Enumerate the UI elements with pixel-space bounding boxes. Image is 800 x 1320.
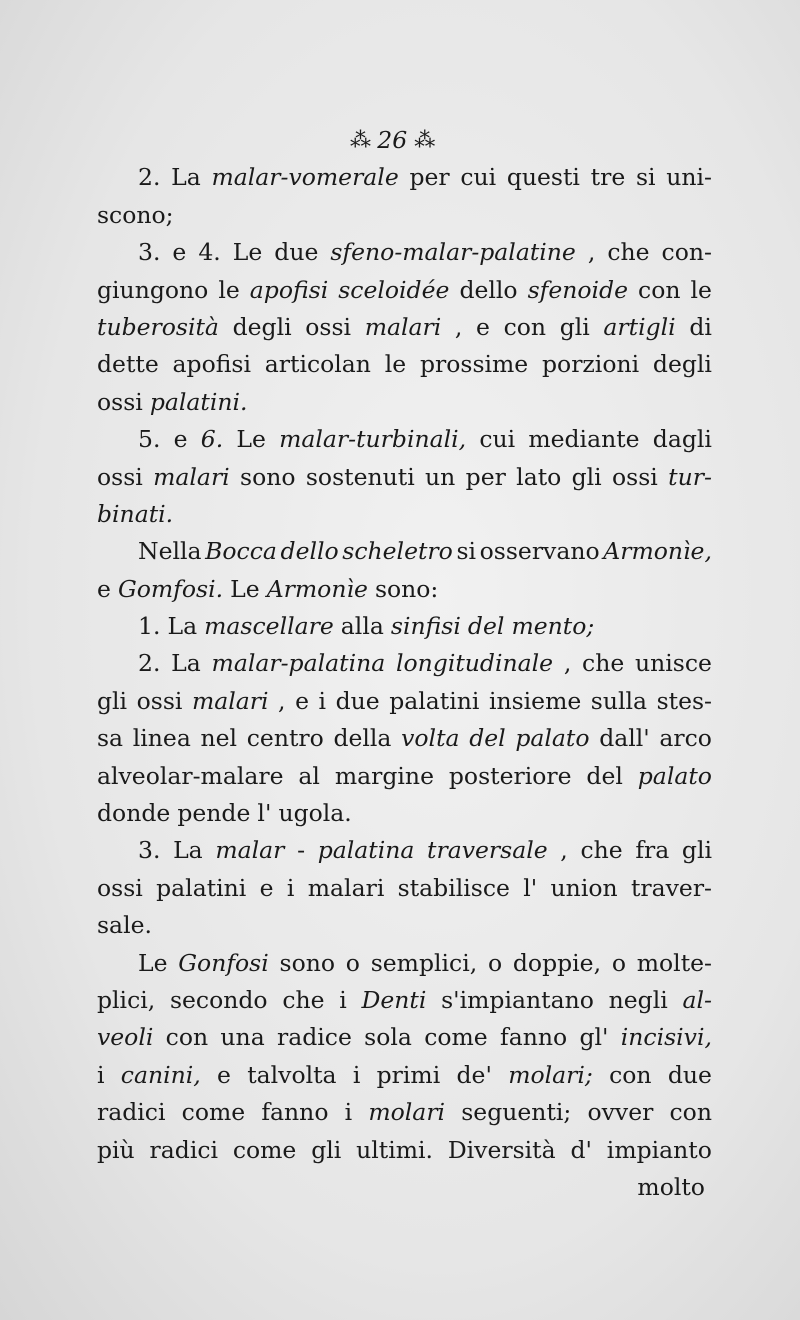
word: - bbox=[297, 836, 306, 865]
word: i bbox=[352, 1060, 361, 1089]
word: mascellare bbox=[204, 612, 334, 641]
word: 1. bbox=[138, 612, 161, 641]
word: l' bbox=[523, 873, 538, 902]
word: La bbox=[167, 612, 198, 641]
word: , bbox=[454, 312, 463, 341]
text-line bbox=[97, 645, 712, 682]
word: palatina bbox=[317, 836, 415, 865]
page-header bbox=[97, 122, 712, 159]
word: malar-palatina bbox=[211, 649, 386, 678]
word: 3. bbox=[138, 836, 161, 865]
text-line bbox=[97, 384, 712, 421]
text-line bbox=[97, 795, 712, 832]
word: lato bbox=[516, 462, 562, 491]
word: i bbox=[97, 1060, 105, 1089]
word: , bbox=[563, 649, 572, 678]
word: Le bbox=[230, 574, 260, 603]
word: molari bbox=[368, 1098, 446, 1127]
word: posteriore bbox=[448, 761, 572, 790]
word: 3. bbox=[138, 238, 161, 267]
word: Le bbox=[232, 238, 263, 267]
word: malar-vomerale bbox=[211, 163, 399, 192]
word: Denti bbox=[361, 985, 427, 1014]
text-line bbox=[97, 1019, 712, 1056]
word: Le bbox=[236, 425, 266, 454]
word: negli bbox=[608, 985, 668, 1014]
word: e bbox=[172, 238, 187, 267]
word: al- bbox=[682, 985, 712, 1014]
word: 4. bbox=[198, 238, 221, 267]
word: i bbox=[318, 686, 327, 715]
word: le bbox=[218, 275, 240, 304]
ornament-icon: ⁂ bbox=[414, 128, 436, 152]
word: del bbox=[586, 761, 623, 790]
word: traversale bbox=[427, 836, 548, 865]
word: alla bbox=[340, 612, 384, 641]
word: o bbox=[345, 948, 360, 977]
word: e bbox=[259, 873, 274, 902]
word: de' bbox=[456, 1060, 492, 1089]
word: primi bbox=[376, 1060, 441, 1089]
word: nel bbox=[200, 724, 238, 753]
word: malari bbox=[364, 312, 442, 341]
word: con bbox=[503, 312, 547, 341]
word: sostenuti bbox=[305, 462, 415, 491]
word: più bbox=[97, 1135, 135, 1164]
text-line bbox=[97, 159, 712, 196]
text-line bbox=[97, 608, 712, 645]
text-line bbox=[97, 683, 712, 720]
word: che bbox=[282, 985, 325, 1014]
word: pende bbox=[177, 799, 251, 828]
word: sinfisi bbox=[390, 612, 461, 641]
word: unisce bbox=[635, 649, 712, 678]
word: traver- bbox=[630, 873, 712, 902]
word: sceloidée bbox=[338, 275, 450, 304]
word: si bbox=[456, 537, 477, 566]
word: due bbox=[335, 686, 380, 715]
word: gli bbox=[559, 312, 590, 341]
word: radici bbox=[97, 1098, 166, 1127]
word: 5. bbox=[138, 425, 161, 454]
word: Diversità bbox=[447, 1135, 556, 1164]
word: veoli bbox=[97, 1023, 154, 1052]
word: Armonìe bbox=[266, 574, 368, 603]
word: impianto bbox=[606, 1135, 712, 1164]
word: malari bbox=[191, 686, 269, 715]
ornament-icon: ⁂ bbox=[350, 128, 371, 152]
word: 6. bbox=[200, 425, 224, 454]
word: si bbox=[635, 163, 656, 192]
word: ossi bbox=[97, 462, 143, 491]
word: mediante bbox=[528, 425, 640, 454]
word: dello bbox=[459, 275, 518, 304]
word: con bbox=[165, 1023, 209, 1052]
word: e bbox=[97, 574, 111, 603]
text-line bbox=[97, 533, 712, 570]
word: doppie, bbox=[512, 948, 602, 977]
word: sono bbox=[279, 948, 336, 977]
word: dello bbox=[280, 537, 339, 566]
word: fra bbox=[635, 836, 670, 865]
word: questi bbox=[506, 163, 580, 192]
word: due bbox=[274, 238, 319, 267]
word: e bbox=[173, 425, 188, 454]
word: d' bbox=[570, 1135, 592, 1164]
text-line bbox=[97, 982, 712, 1019]
word: le bbox=[690, 275, 712, 304]
word: per bbox=[409, 163, 450, 192]
word: dall' bbox=[599, 724, 650, 753]
word: 2. bbox=[138, 163, 161, 192]
text-line bbox=[97, 1132, 712, 1169]
word: apofisi bbox=[249, 275, 329, 304]
text-line bbox=[97, 459, 712, 496]
word: ossi bbox=[305, 312, 352, 341]
word: La bbox=[173, 836, 203, 865]
word: Armonìe, bbox=[603, 537, 712, 566]
word: con bbox=[669, 1098, 712, 1127]
word: due bbox=[667, 1060, 712, 1089]
word: osservano bbox=[479, 537, 600, 566]
word: , bbox=[560, 836, 568, 865]
word: malari bbox=[153, 462, 230, 491]
word: con bbox=[638, 275, 681, 304]
word: insieme bbox=[488, 686, 582, 715]
text-line bbox=[97, 720, 712, 757]
word: come bbox=[232, 1135, 297, 1164]
word: che bbox=[607, 238, 650, 267]
word: o bbox=[611, 948, 626, 977]
word: sulla bbox=[590, 686, 648, 715]
word: degli bbox=[652, 350, 712, 379]
word: seguenti; bbox=[461, 1098, 572, 1127]
text-line bbox=[97, 197, 712, 234]
word: gli bbox=[311, 1135, 342, 1164]
text-line bbox=[97, 945, 712, 982]
word: ovver bbox=[587, 1098, 654, 1127]
word: stabilisce bbox=[397, 873, 510, 902]
word: di bbox=[689, 312, 712, 341]
word: union bbox=[550, 873, 618, 902]
word: una bbox=[220, 1023, 265, 1052]
word: ossi bbox=[97, 387, 143, 416]
word: gl' bbox=[579, 1023, 609, 1052]
word: tre bbox=[590, 163, 626, 192]
word: della bbox=[333, 724, 392, 753]
page-number: 26 bbox=[377, 126, 408, 154]
word: molari; bbox=[508, 1060, 593, 1089]
word: margine bbox=[334, 761, 434, 790]
word: , bbox=[587, 238, 596, 267]
word: sfeno-malar-palatine bbox=[330, 238, 576, 267]
word: molto bbox=[637, 1172, 705, 1201]
word: ultimi. bbox=[356, 1135, 433, 1164]
word: La bbox=[171, 649, 201, 678]
text-line bbox=[97, 346, 712, 383]
word: del bbox=[469, 724, 506, 753]
word: alveolar-malare bbox=[97, 761, 284, 790]
text-line bbox=[97, 496, 712, 533]
word: molte- bbox=[636, 948, 712, 977]
word: gli bbox=[571, 462, 602, 491]
word: linea bbox=[132, 724, 191, 753]
word: malar-turbinali, bbox=[279, 425, 467, 454]
word: e bbox=[476, 312, 490, 341]
word: sola bbox=[364, 1023, 412, 1052]
text-line bbox=[97, 309, 712, 346]
word: fanno bbox=[500, 1023, 568, 1052]
word: tur- bbox=[668, 462, 712, 491]
text-line bbox=[97, 1169, 712, 1206]
word: La bbox=[171, 163, 201, 192]
text-line bbox=[97, 758, 712, 795]
word: semplici, bbox=[370, 948, 478, 977]
word: porzioni bbox=[542, 350, 640, 379]
text-line bbox=[97, 832, 712, 869]
text-line bbox=[97, 907, 712, 944]
word: gli bbox=[681, 836, 712, 865]
word: sono bbox=[240, 462, 296, 491]
word: giungono bbox=[97, 275, 209, 304]
word: Gomfosi. bbox=[117, 574, 224, 603]
word: sa bbox=[97, 724, 124, 753]
word: centro bbox=[246, 724, 324, 753]
word: cui bbox=[460, 163, 497, 192]
word: artigli bbox=[603, 312, 676, 341]
word: stes- bbox=[656, 686, 712, 715]
word: radice bbox=[277, 1023, 352, 1052]
text-line bbox=[97, 1094, 712, 1131]
word: uni- bbox=[666, 163, 712, 192]
word: secondo bbox=[169, 985, 268, 1014]
word: le bbox=[384, 350, 407, 379]
word: canini, bbox=[120, 1060, 201, 1089]
word: s'impiantano bbox=[441, 985, 594, 1014]
word: palatini bbox=[389, 686, 480, 715]
word: ugola. bbox=[278, 799, 352, 828]
word: mento; bbox=[511, 612, 595, 641]
page-text bbox=[97, 122, 712, 1206]
word: palato bbox=[515, 724, 590, 753]
word: palato bbox=[637, 761, 712, 790]
word: sono: bbox=[374, 574, 439, 603]
word: dette bbox=[97, 350, 159, 379]
word: i bbox=[344, 1098, 353, 1127]
word: i bbox=[286, 873, 295, 902]
word: plici, bbox=[97, 985, 156, 1014]
word: sale. bbox=[97, 911, 152, 940]
text-line bbox=[97, 234, 712, 271]
word: i bbox=[339, 985, 347, 1014]
text-line bbox=[97, 272, 712, 309]
word: l' bbox=[257, 799, 272, 828]
word: del bbox=[467, 612, 505, 641]
word: palatini. bbox=[149, 387, 248, 416]
word: dagli bbox=[652, 425, 712, 454]
word: longitudinale bbox=[395, 649, 554, 678]
word: radici bbox=[149, 1135, 219, 1164]
text-line bbox=[97, 870, 712, 907]
word: cui bbox=[479, 425, 516, 454]
word: con bbox=[609, 1060, 652, 1089]
word: , bbox=[278, 686, 286, 715]
text-line bbox=[97, 571, 712, 608]
word: con- bbox=[661, 238, 712, 267]
word: come bbox=[424, 1023, 488, 1052]
word: gli bbox=[97, 686, 128, 715]
word: o bbox=[487, 948, 503, 977]
word: sfenoide bbox=[527, 275, 629, 304]
word: come bbox=[181, 1098, 246, 1127]
word: scono; bbox=[97, 200, 174, 229]
word: tuberosità bbox=[97, 312, 219, 341]
word: arco bbox=[659, 724, 712, 753]
word: ossi bbox=[612, 462, 658, 491]
word: volta bbox=[401, 724, 460, 753]
word: binati. bbox=[97, 499, 174, 528]
word: Gonfosi bbox=[178, 948, 269, 977]
word: ossi bbox=[136, 686, 183, 715]
word: Bocca bbox=[205, 537, 277, 566]
word: 2. bbox=[138, 649, 161, 678]
text-line bbox=[97, 421, 712, 458]
word: fanno bbox=[261, 1098, 329, 1127]
word: e bbox=[217, 1060, 231, 1089]
word: apofisi bbox=[172, 350, 251, 379]
word: talvolta bbox=[247, 1060, 337, 1089]
word: un bbox=[425, 462, 456, 491]
word: che bbox=[582, 649, 625, 678]
word: incisivi, bbox=[620, 1023, 712, 1052]
word: malari bbox=[307, 873, 385, 902]
word: ossi bbox=[97, 873, 143, 902]
word: Nella bbox=[138, 537, 202, 566]
word: malar bbox=[215, 836, 285, 865]
word: degli bbox=[232, 312, 292, 341]
text-line bbox=[97, 1057, 712, 1094]
word: palatini bbox=[156, 873, 247, 902]
word: Le bbox=[138, 948, 168, 977]
word: scheletro bbox=[342, 537, 453, 566]
word: che bbox=[580, 836, 623, 865]
word: donde bbox=[97, 799, 171, 828]
word: e bbox=[295, 686, 309, 715]
word: prossime bbox=[419, 350, 529, 379]
word: articolan bbox=[264, 350, 371, 379]
word: al bbox=[298, 761, 320, 790]
word: per bbox=[465, 462, 506, 491]
